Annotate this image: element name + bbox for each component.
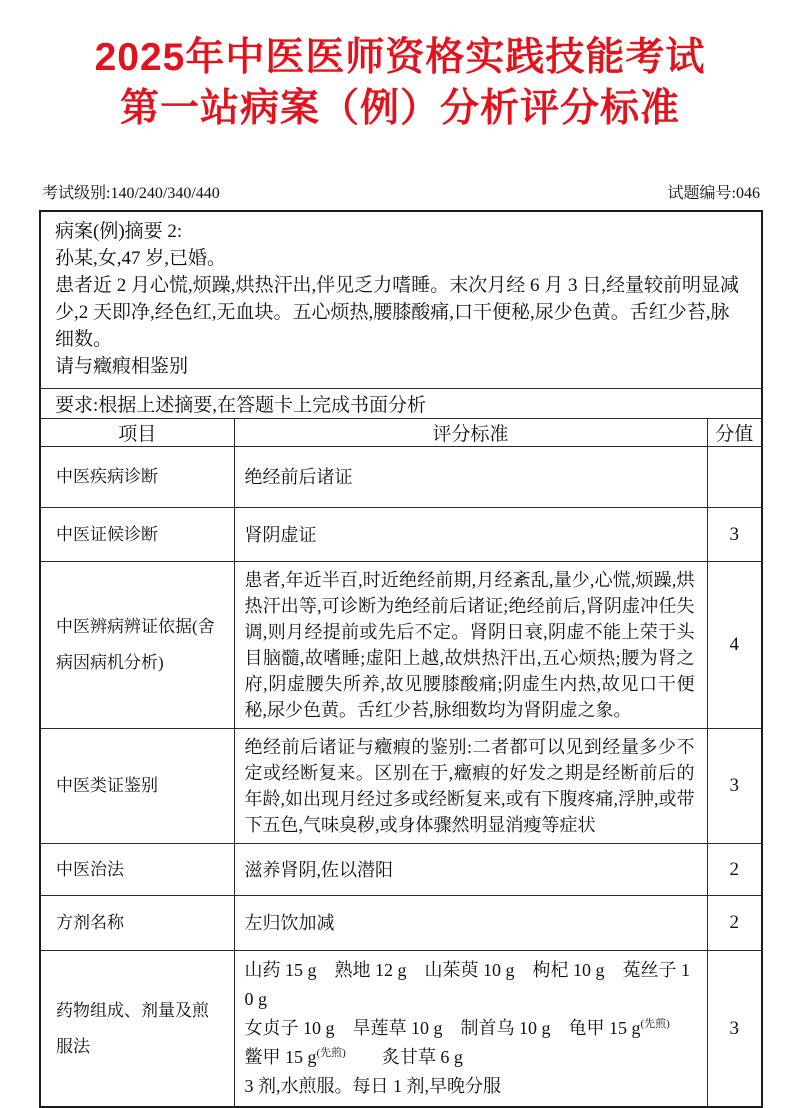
score-value [707, 447, 762, 508]
score-value: 4 [707, 562, 762, 729]
score-value: 3 [707, 729, 762, 844]
case-summary-row [40, 211, 762, 389]
herb-line-1 [245, 956, 695, 1014]
scoring-table [39, 210, 763, 1108]
title-line-2: 第一站病案（例）分析评分标准 [119, 87, 680, 130]
item-label: 中医治法 [40, 844, 234, 896]
score-value: 2 [707, 844, 762, 896]
criteria-text: 患者,年近半百,时近绝经前期,月经紊乱,量少,心慌,烦躁,烘热汗出等,可诊断为绝经前后诸证;绝经前后,肾阴虚冲任失调,则月经提前或先后不定。肾阴日衰,阴虚不能上荣于头目脑髓,故嗜睡;虚阳上越,故烘热汗出,五心烦热;腰为肾之府,阴虚腰失所养,故见腰膝酸痛;阴虚生内热,故见口干便秘,尿少色黄。舌红少苔,脉细数均为肾阴虚之象。 [234, 562, 707, 729]
header-score: 分值 [707, 419, 762, 447]
table-header-row [40, 419, 762, 447]
row-formula-name [40, 896, 762, 951]
exam-score-sheet [0, 32, 800, 1101]
row-herb-composition [40, 951, 762, 1108]
case-summary-instruction: 请与癥瘕相鉴别 [55, 356, 189, 377]
case-summary-patient: 孙某,女,47 岁,已婚。 [55, 248, 227, 269]
question-number-label: 试题编号:046 [667, 185, 760, 202]
exam-level-label: 考试级别:140/240/340/440 [42, 185, 220, 202]
herb-line-3-text: 鳖甲 15 g [244, 1047, 317, 1067]
score-value: 3 [707, 951, 762, 1108]
herb-line-1-text: 山药 15 g 熟地 12 g 山茱萸 10 g 枸杞 10 g 菟丝子 10 g [244, 960, 690, 1009]
meta-row [42, 180, 760, 203]
herb-line-3-rest: 炙甘草 6 g [345, 1047, 463, 1067]
case-summary-cell [40, 211, 762, 389]
row-disease-diagnosis [40, 447, 762, 508]
herb-list [234, 951, 707, 1108]
decoction-note: (先煎) [640, 1018, 670, 1030]
item-label: 中医证候诊断 [40, 508, 234, 562]
herb-line-2-text: 女贞子 10 g 旱莲草 10 g 制首乌 10 g 龟甲 15 g [244, 1018, 641, 1038]
case-summary-history: 患者近 2 月心慌,烦躁,烘热汗出,伴见乏力嗜睡。末次月经 6 月 3 日,经量较前明显减少,2 天即净,经色红,无血块。五心烦热,腰膝酸痛,口干便秘,尿少色黄。舌红少苔,脉细数。 [55, 275, 740, 350]
criteria-text: 肾阴虚证 [234, 508, 707, 562]
herb-line-4 [245, 1072, 695, 1101]
row-treatment-method [40, 844, 762, 896]
herb-line-3 [245, 1043, 695, 1072]
item-label: 中医辨病辨证依据(舍病因病机分析) [40, 562, 234, 729]
criteria-text: 绝经前后诸证 [234, 447, 707, 508]
criteria-text: 左归饮加减 [234, 896, 707, 951]
criteria-text: 滋养肾阴,佐以潜阳 [234, 844, 707, 896]
row-similar-syndrome-differentiation [40, 729, 762, 844]
row-differentiation-basis [40, 562, 762, 729]
page-title [20, 32, 780, 134]
header-item: 项目 [40, 419, 234, 447]
title-line-1: 2025年中医医师资格实践技能考试 [94, 36, 706, 79]
herb-line-2 [245, 1014, 695, 1043]
dosage-instruction: 3 剂,水煎服。每日 1 剂,早晚分服 [244, 1076, 501, 1096]
item-label: 中医类证鉴别 [40, 729, 234, 844]
item-label: 方剂名称 [40, 896, 234, 951]
requirement-cell: 要求:根据上述摘要,在答题卡上完成书面分析 [40, 389, 762, 419]
case-summary-heading: 病案(例)摘要 2: [55, 221, 183, 242]
item-label: 中医疾病诊断 [40, 447, 234, 508]
item-label: 药物组成、剂量及煎服法 [40, 951, 234, 1108]
row-syndrome-diagnosis [40, 508, 762, 562]
requirement-row [40, 389, 762, 419]
criteria-text: 绝经前后诸证与癥瘕的鉴别:二者都可以见到经量多少不定或经断复来。区别在于,癥瘕的好发之期是经断前后的年龄,如出现月经过多或经断复来,或有下腹疼痛,浮肿,或带下五色,气味臭秽,或身体骤然明显消瘦等症状 [234, 729, 707, 844]
header-criteria: 评分标准 [234, 419, 707, 447]
decoction-note: (先煎) [316, 1047, 346, 1059]
score-value: 2 [707, 896, 762, 951]
score-value: 3 [707, 508, 762, 562]
